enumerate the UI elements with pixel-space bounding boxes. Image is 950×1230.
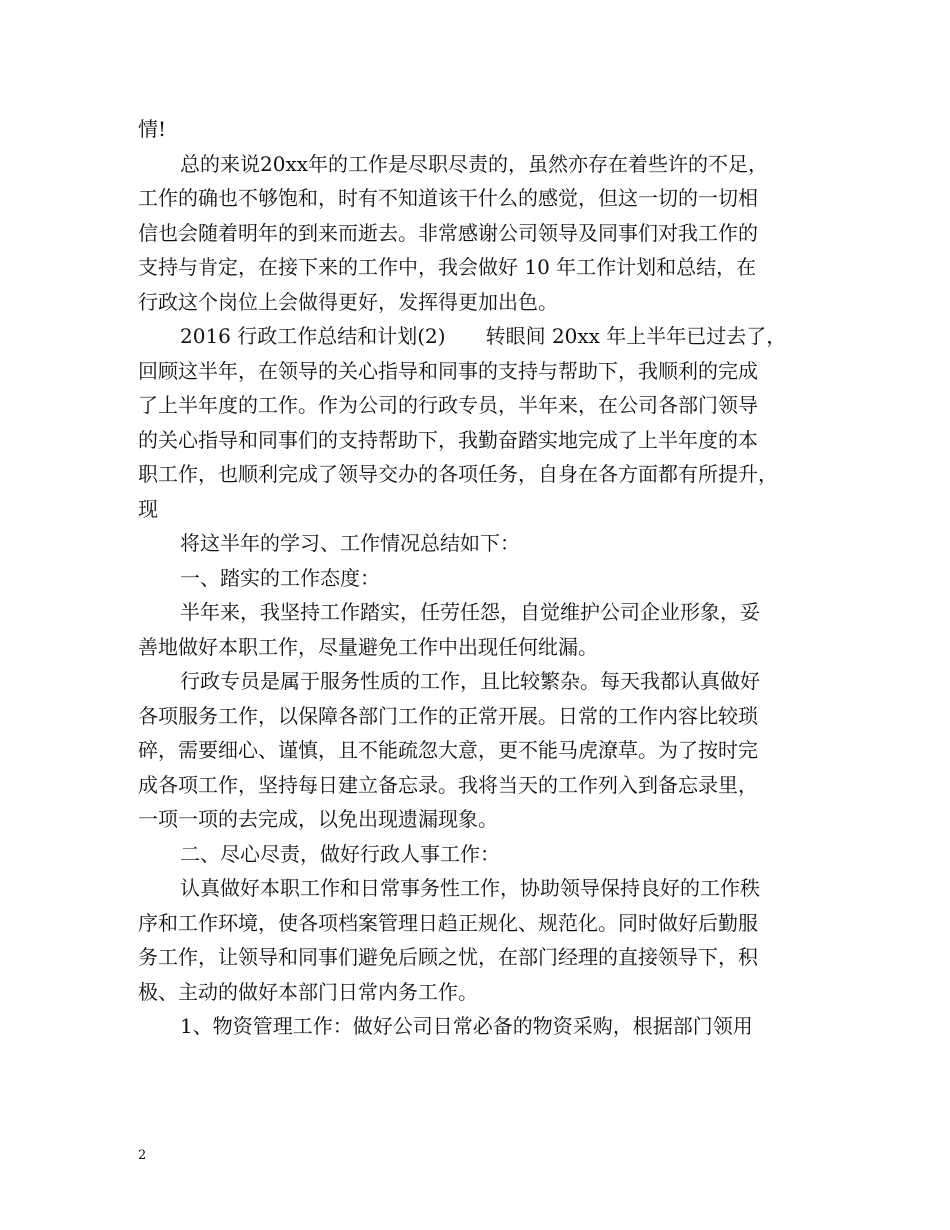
section-heading: 二、尽心尽责，做好行政人事工作： bbox=[180, 841, 500, 866]
text-line: 半年来，我坚持工作踏实，任劳任怨，自觉维护公司企业形象，妥 bbox=[180, 600, 760, 624]
text-line: 了上半年度的工作。作为公司的行政专员，半年来，在公司各部门领导 bbox=[138, 393, 758, 417]
text-line: 支持与肯定，在接下来的工作中，我会做好 10 年工作计划和总结，在 bbox=[138, 255, 757, 279]
text-line: 认真做好本职工作和日常事务性工作，协助领导保持良好的工作秩 bbox=[180, 876, 760, 900]
text-line: 工作的确也不够饱和，时有不知道该干什么的感觉，但这一切的一切相 bbox=[138, 186, 758, 210]
text-line: 行政专员是属于服务性质的工作，且比较繁杂。每天我都认真做好 bbox=[180, 669, 760, 693]
text-line: 的关心指导和同事们的支持帮助下，我勤奋踏实地完成了上半年度的本 bbox=[138, 427, 758, 452]
text-line: 将这半年的学习、工作情况总结如下： bbox=[180, 531, 520, 555]
text-line: 总的来说20xx年的工作是尽职尽责的，虽然亦存在着些许的不足， bbox=[180, 151, 769, 176]
text-line: 行政这个岗位上会做得更好，发挥得更加出色。 bbox=[138, 289, 558, 314]
text-line: 信也会随着明年的到来而逝去。非常感谢公司领导及同事们对我工作的 bbox=[138, 220, 758, 245]
text-line: 成各项工作，坚持每日建立备忘录。我将当天的工作列入到备忘录里， bbox=[138, 772, 758, 797]
text-line: 1、物资管理工作：做好公司日常必备的物资采购，根据部门领用 bbox=[180, 1014, 753, 1038]
page-number: 2 bbox=[138, 1148, 147, 1163]
text-line: 序和工作环境，使各项档案管理日趋正规化、规范化。同时做好后勤服 bbox=[138, 910, 758, 935]
text-line: 回顾这半年，在领导的关心指导和同事的支持与帮助下，我顺利的完成 bbox=[138, 358, 758, 383]
text-line: 现 bbox=[138, 496, 158, 521]
text-line: 2016 行政工作总结和计划(2) 转眼间 20xx 年上半年已过去了， bbox=[180, 324, 787, 348]
text-line: 极、主动的做好本部门日常内务工作。 bbox=[138, 979, 478, 1004]
text-line: 务工作，让领导和同事们避免后顾之忧，在部门经理的直接领导下，积 bbox=[138, 945, 758, 969]
text-line: 各项服务工作，以保障各部门工作的正常开展。日常的工作内容比较琐 bbox=[138, 703, 758, 728]
text-line: 情! bbox=[138, 117, 167, 141]
text-line: 碎，需要细心、谨慎，且不能疏忽大意，更不能马虎潦草。为了按时完 bbox=[138, 738, 758, 762]
text-line: 善地做好本职工作，尽量避免工作中出现任何纰漏。 bbox=[138, 634, 598, 659]
section-heading: 一、踏实的工作态度： bbox=[180, 565, 380, 590]
document-body bbox=[138, 112, 823, 1044]
text-line: 职工作，也顺利完成了领导交办的各项任务，自身在各方面都有所提升， bbox=[138, 462, 778, 486]
text-line: 一项一项的去完成，以免出现遗漏现象。 bbox=[138, 807, 498, 831]
